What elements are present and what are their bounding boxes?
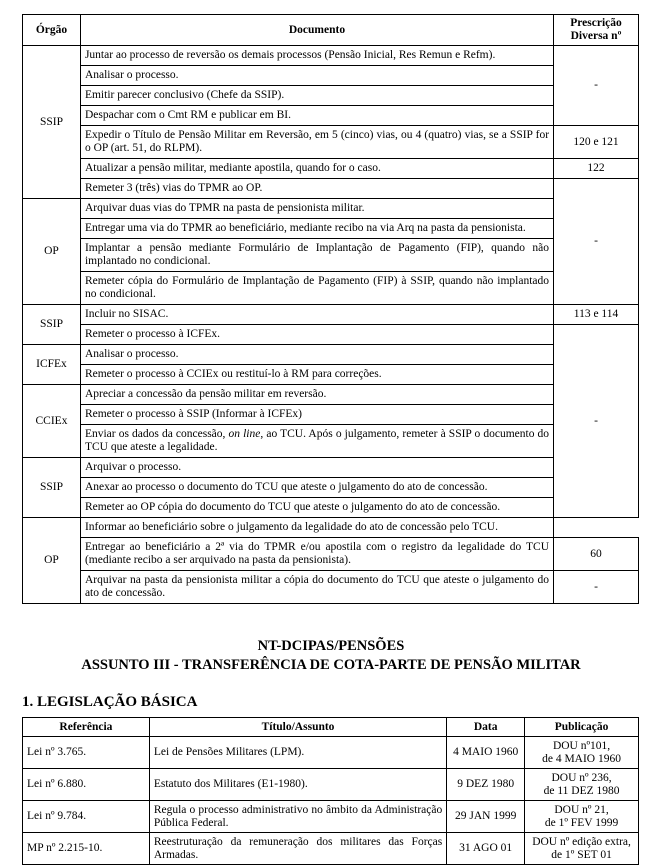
titulo-cell: Regula o processo administrativo no âmbito da Administração Pública Federal. xyxy=(149,801,446,833)
documento-cell: Implantar a pensão mediante Formulário de Implantação de Pagamento (FIP), quando não implantado no condicional. xyxy=(80,239,553,272)
header-referencia: Referência xyxy=(23,718,150,737)
documento-cell: Atualizar a pensão militar, mediante apostila, quando for o caso. xyxy=(80,159,553,179)
publicacao-line: de 1º SET 01 xyxy=(551,848,612,861)
data-cell: 31 AGO 01 xyxy=(447,833,525,865)
documento-cell: Arquivar duas vias do TPMR na pasta de pensionista militar. xyxy=(80,199,553,219)
publicacao-cell xyxy=(525,833,639,865)
orgao-cell: OP xyxy=(23,199,81,305)
publicacao-line: DOU nº 236, xyxy=(551,771,612,784)
header-publicacao: Publicação xyxy=(525,718,639,737)
legislacao-heading: 1. LEGISLAÇÃO BÁSICA xyxy=(22,694,198,710)
documento-cell: Arquivar na pasta da pensionista militar a cópia do documento do TCU que ateste o julgamento do ato de concessão. xyxy=(80,571,553,604)
table-row xyxy=(23,833,639,865)
table-row xyxy=(23,458,639,478)
header-data: Data xyxy=(447,718,525,737)
orgao-cell: ICFEx xyxy=(23,345,81,385)
prescricao-cell: - xyxy=(554,179,639,305)
data-cell: 4 MAIO 1960 xyxy=(447,737,525,769)
titulo-cell: Reestruturação da remuneração dos militares das Forças Armadas. xyxy=(149,833,446,865)
orgao-cell: SSIP xyxy=(23,46,81,199)
table-row xyxy=(23,365,639,385)
data-cell: 9 DEZ 1980 xyxy=(447,769,525,801)
table-row xyxy=(23,345,639,365)
table-row xyxy=(23,179,639,199)
section-title xyxy=(0,637,662,675)
table-header-row xyxy=(23,15,639,46)
orgao-cell: CCIEx xyxy=(23,385,81,458)
publicacao-cell xyxy=(525,769,639,801)
prescricao-cell: - xyxy=(554,46,639,126)
documento-cell: Remeter o processo à SSIP (Informar à ICFEx) xyxy=(80,405,553,425)
documento-cell: Arquivar o processo. xyxy=(80,458,553,478)
table-row xyxy=(23,425,639,458)
title-line-2: ASSUNTO III - TRANSFERÊNCIA DE COTA-PARTE DE PENSÃO MILITAR xyxy=(81,657,581,673)
documento-cell: Remeter o processo à CCIEx ou restituí-lo à RM para correções. xyxy=(80,365,553,385)
table-row xyxy=(23,571,639,604)
publicacao-line: DOU nº101, xyxy=(552,739,611,752)
documento-text: Enviar os dados da concessão, xyxy=(84,428,229,440)
table-row xyxy=(23,498,639,518)
table-header-row xyxy=(23,718,639,737)
documento-cell: Analisar o processo. xyxy=(80,345,553,365)
documento-cell: Informar ao beneficiário sobre o julgamento da legalidade do ato de concessão pelo TCU. xyxy=(80,518,553,538)
documento-emphasis: on line xyxy=(228,428,261,440)
table-row xyxy=(23,86,639,106)
referencia-cell: Lei nº 3.765. xyxy=(23,737,150,769)
documento-cell: Apreciar a concessão da pensão militar em reversão. xyxy=(80,385,553,405)
prescricao-cell: 113 e 114 xyxy=(554,305,639,325)
title-line-1: NT-DCIPAS/PENSÕES xyxy=(257,638,405,654)
orgao-cell: OP xyxy=(23,518,81,604)
orgao-cell: SSIP xyxy=(23,458,81,518)
publicacao-cell xyxy=(525,737,639,769)
table-row xyxy=(23,272,639,305)
table-row xyxy=(23,305,639,325)
prescricao-cell: 60 xyxy=(554,538,639,571)
procedures-table xyxy=(22,14,639,604)
header-orgao: Órgão xyxy=(23,15,81,46)
publicacao-line: de 1º FEV 1999 xyxy=(544,816,619,829)
documento-cell: Remeter cópia do Formulário de Implantação de Pagamento (FIP) à SSIP, quando não implantado no condicional. xyxy=(80,272,553,305)
documento-cell xyxy=(80,425,553,458)
header-documento: Documento xyxy=(80,15,553,46)
table-row xyxy=(23,66,639,86)
data-cell: 29 JAN 1999 xyxy=(447,801,525,833)
table-row xyxy=(23,385,639,405)
documento-cell: Incluir no SISAC. xyxy=(80,305,553,325)
prescricao-cell: - xyxy=(554,571,639,604)
titulo-cell: Lei de Pensões Militares (LPM). xyxy=(149,737,446,769)
documento-cell: Remeter o processo à ICFEx. xyxy=(80,325,553,345)
table-row xyxy=(23,518,639,538)
table-row xyxy=(23,737,639,769)
documento-cell: Analisar o processo. xyxy=(80,66,553,86)
table-row xyxy=(23,478,639,498)
titulo-cell: Estatuto dos Militares (E1-1980). xyxy=(149,769,446,801)
table-row xyxy=(23,46,639,66)
publicacao-line: de 4 MAIO 1960 xyxy=(542,752,621,765)
documento-cell: Remeter 3 (três) vias do TPMR ao OP. xyxy=(80,179,553,199)
table-row xyxy=(23,199,639,219)
publicacao-line: de 11 DEZ 1980 xyxy=(543,784,620,797)
orgao-cell: SSIP xyxy=(23,305,81,345)
legislacao-table xyxy=(22,717,639,865)
table-row xyxy=(23,239,639,272)
table-row xyxy=(23,106,639,126)
referencia-cell: Lei nº 9.784. xyxy=(23,801,150,833)
documento-text: , ao TCU. Após o julgamento, remeter à SSIP o documento do TCU que ateste a legalidade. xyxy=(84,428,550,453)
publicacao-line: DOU nº edição extra, xyxy=(532,835,631,848)
table-row xyxy=(23,769,639,801)
prescricao-cell: 122 xyxy=(554,159,639,179)
referencia-cell: MP nº 2.215-10. xyxy=(23,833,150,865)
documento-cell: Anexar ao processo o documento do TCU que ateste o julgamento do ato de concessão. xyxy=(80,478,553,498)
prescricao-cell: - xyxy=(554,325,639,518)
referencia-cell: Lei nº 6.880. xyxy=(23,769,150,801)
prescricao-cell: 120 e 121 xyxy=(554,126,639,159)
documento-cell: Expedir o Título de Pensão Militar em Reversão, em 5 (cinco) vias, ou 4 (quatro) vias, se a SSIP for o OP (art. 51, do RLPM). xyxy=(80,126,553,159)
table-row xyxy=(23,405,639,425)
documento-cell: Entregar uma via do TPMR ao beneficiário, mediante recibo na via Arq na pasta da pensionista. xyxy=(80,219,553,239)
table-row xyxy=(23,538,639,571)
documento-cell: Emitir parecer conclusivo (Chefe da SSIP). xyxy=(80,86,553,106)
table-row xyxy=(23,126,639,159)
table-row xyxy=(23,801,639,833)
header-titulo: Título/Assunto xyxy=(149,718,446,737)
publicacao-line: DOU nº 21, xyxy=(554,803,609,816)
documento-cell: Remeter ao OP cópia do documento do TCU que ateste o julgamento do ato de concessão. xyxy=(80,498,553,518)
documento-cell: Juntar ao processo de reversão os demais processos (Pensão Inicial, Res Remun e Refm). xyxy=(80,46,553,66)
documento-cell: Entregar ao beneficiário a 2ª via do TPMR e/ou apostila com o registro da legalidade do TCU (mediante recibo a ser arquivado na pasta da pensionista). xyxy=(80,538,553,571)
table-row xyxy=(23,219,639,239)
table-row xyxy=(23,159,639,179)
publicacao-cell xyxy=(525,801,639,833)
header-prescricao: Prescrição Diversa nº xyxy=(554,15,639,46)
documento-cell: Despachar com o Cmt RM e publicar em BI. xyxy=(80,106,553,126)
table-row xyxy=(23,325,639,345)
